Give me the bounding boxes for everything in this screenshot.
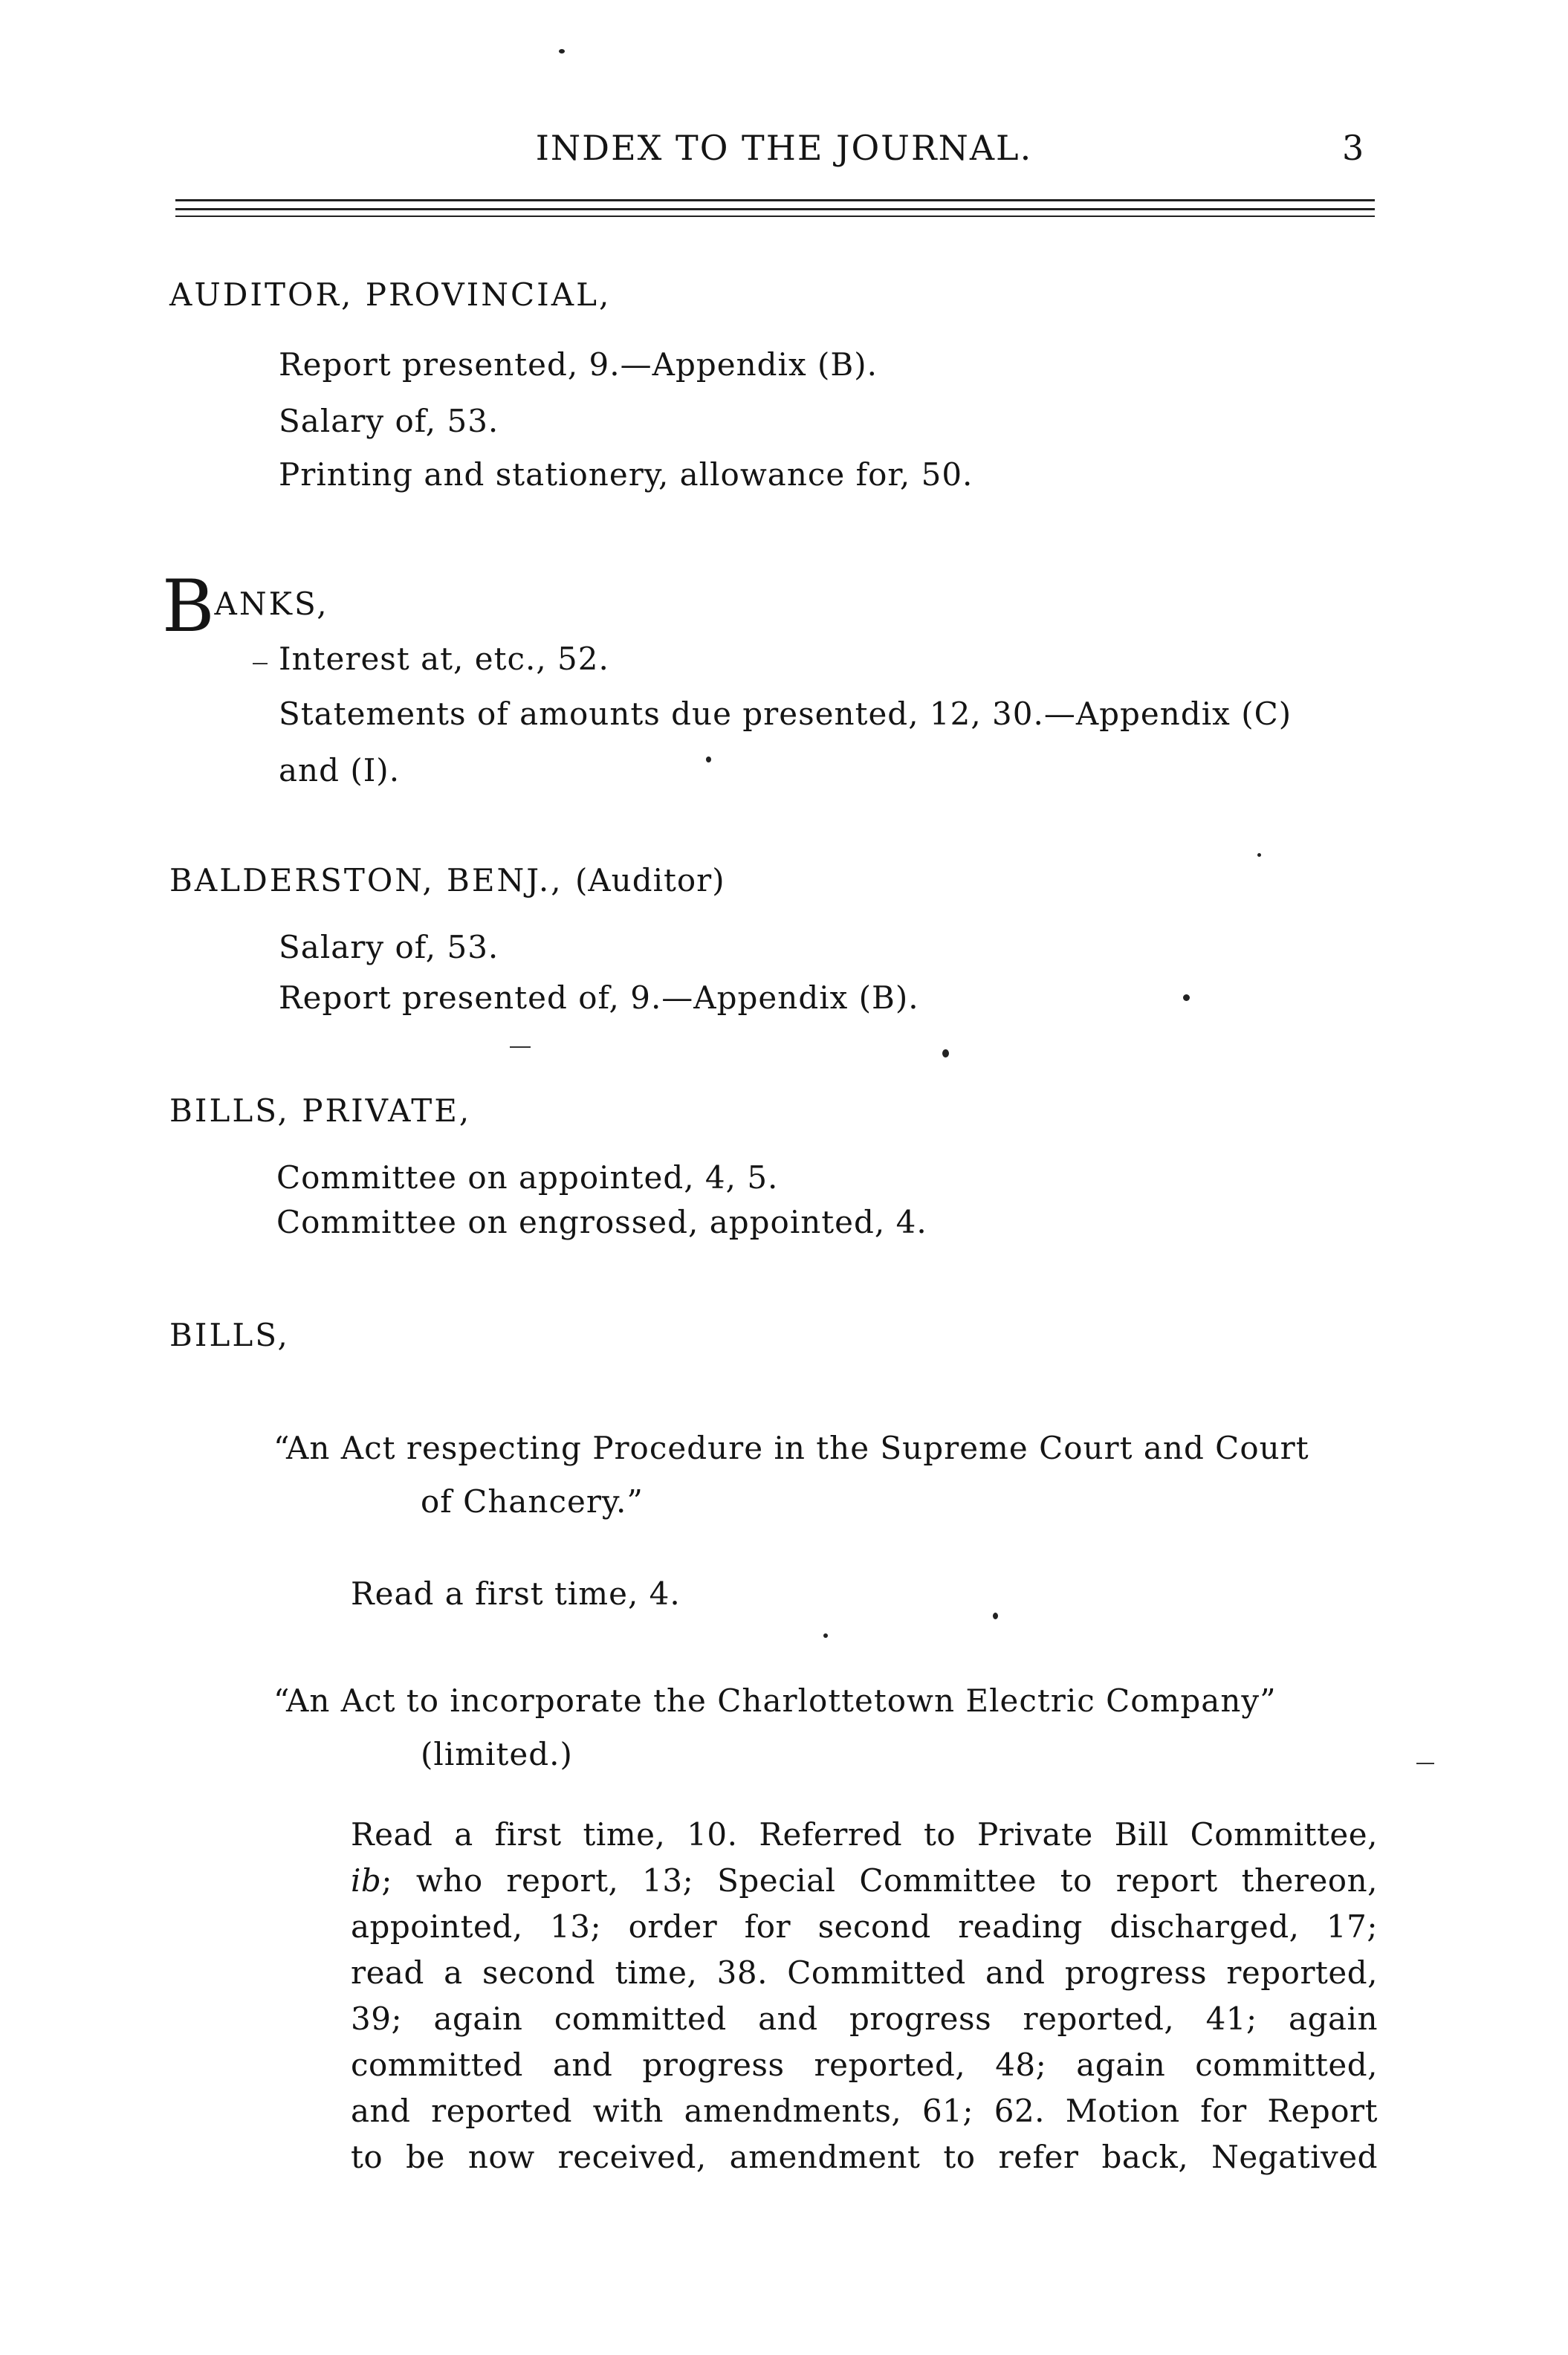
scan-speck	[823, 1633, 828, 1638]
act-detail-paragraph	[351, 1812, 1378, 2180]
entry-line: Interest at, etc., 52.	[279, 641, 609, 677]
paragraph-line: to be now received, amendment to refer back, Negatived	[351, 2139, 1378, 2175]
act-title-continued: of Chancery.”	[421, 1483, 644, 1520]
act-title: “An Act to incorporate the Charlottetown Electric Company”	[273, 1682, 1277, 1719]
scan-speck	[1183, 994, 1190, 1001]
entry-line: and (I).	[279, 752, 401, 788]
paragraph-line: Read a first time, 10. Referred to Private Bill Committee,	[351, 1816, 1378, 1853]
entry-line: Report presented, 9.—Appendix (B).	[279, 346, 878, 383]
act-title-continued: (limited.)	[421, 1736, 573, 1772]
entry-line: Printing and stationery, allowance for, 50.	[279, 456, 973, 493]
entry-heading-auditor: AUDITOR, PROVINCIAL,	[169, 276, 612, 313]
scan-speck	[1257, 853, 1261, 857]
drop-cap: B	[162, 565, 215, 648]
entry-heading-balderston	[169, 862, 725, 898]
header-rule	[175, 216, 1375, 217]
entry-heading-banks	[162, 565, 329, 648]
paragraph-line: read a second time, 38. Committed and progress reported,	[351, 1954, 1378, 1991]
entry-line: Salary of, 53.	[279, 403, 499, 439]
scan-mark	[253, 663, 268, 664]
act-detail: Read a first time, 4.	[351, 1575, 681, 1612]
scan-speck	[706, 757, 711, 762]
heading-note: (Auditor)	[574, 862, 725, 898]
entry-line: Committee on engrossed, appointed, 4.	[276, 1204, 927, 1240]
act-title: “An Act respecting Procedure in the Supreme Court and Court	[273, 1430, 1309, 1466]
entry-line: Salary of, 53.	[279, 929, 499, 965]
paragraph-line: committed and progress reported, 48; again committed,	[351, 2047, 1378, 2083]
ibid-abbreviation: ib	[351, 1862, 382, 1899]
heading-rest: ANKS,	[214, 586, 329, 622]
running-header-title: INDEX TO THE JOURNAL.	[535, 128, 1033, 168]
heading-name: BALDERSTON, BENJ.,	[169, 862, 563, 898]
header-rule	[175, 208, 1375, 210]
paragraph-line: ib; who report, 13; Special Committee to report thereon,	[351, 1862, 1378, 1899]
entry-heading-bills: BILLS,	[169, 1317, 290, 1353]
entry-heading-bills-private: BILLS, PRIVATE,	[169, 1092, 472, 1129]
paragraph-line: and reported with amendments, 61; 62. Motion for Report	[351, 2093, 1378, 2129]
scan-mark	[1416, 1763, 1434, 1764]
page-number: 3	[1342, 128, 1364, 168]
paragraph-line: appointed, 13; order for second reading discharged, 17;	[351, 1908, 1378, 1945]
entry-line: Report presented of, 9.—Appendix (B).	[279, 979, 919, 1016]
entry-line: Committee on appointed, 4, 5.	[276, 1159, 779, 1196]
header-rule	[175, 199, 1375, 201]
paragraph-line: 39; again committed and progress reported, 41; again	[351, 2001, 1378, 2037]
scan-speck	[942, 1049, 949, 1057]
entry-line: Statements of amounts due presented, 12, 30.—Appendix (C)	[279, 696, 1292, 732]
scan-speck	[993, 1613, 998, 1619]
scan-speck	[559, 49, 565, 54]
scan-mark	[510, 1046, 531, 1048]
